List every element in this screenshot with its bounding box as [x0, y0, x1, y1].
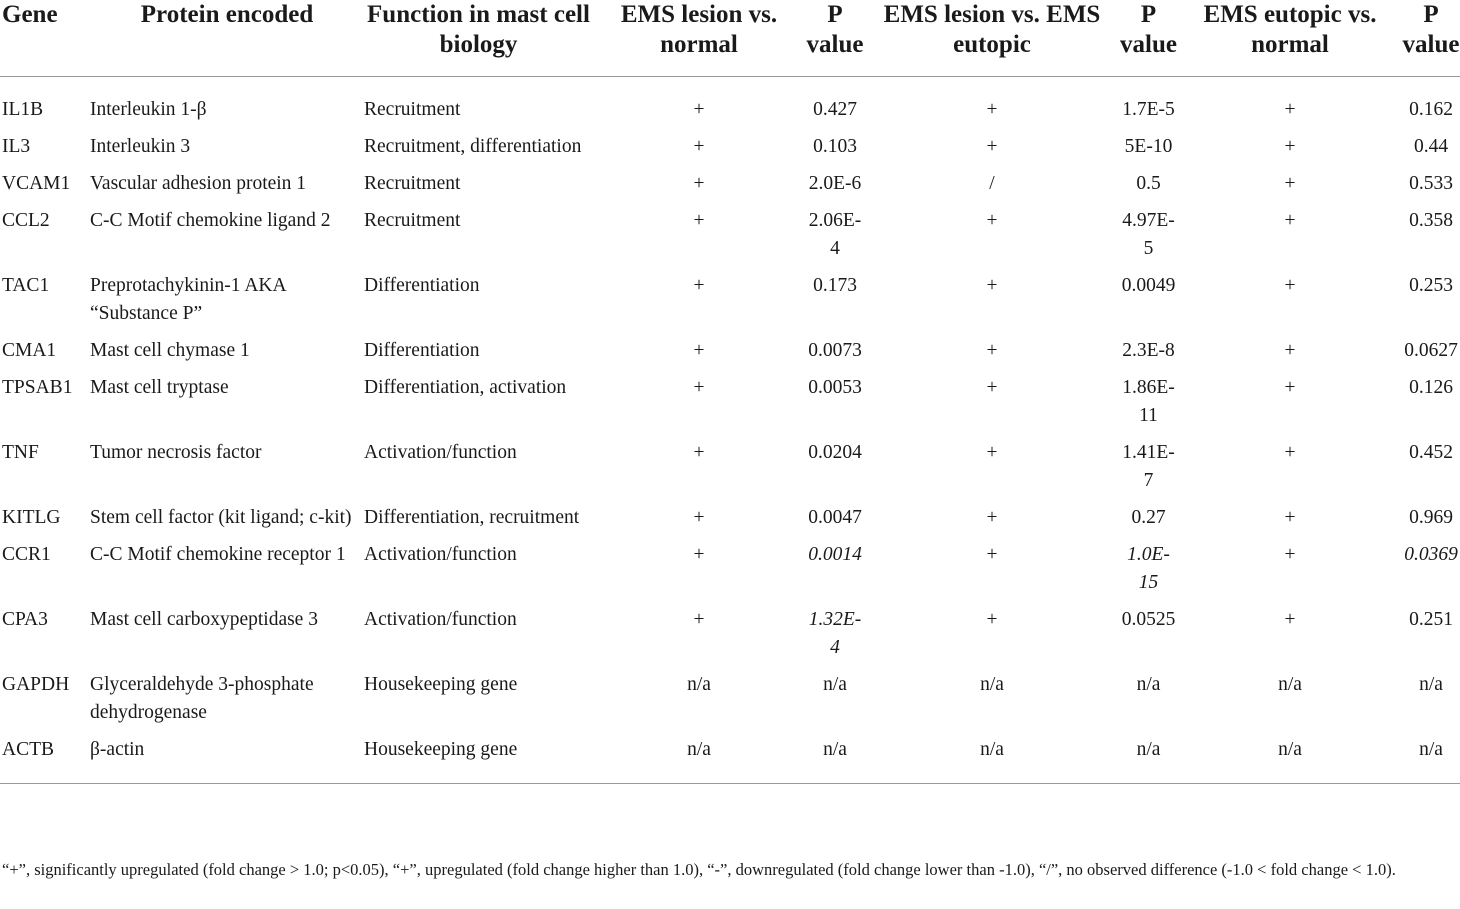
header-gene: Gene	[0, 0, 90, 77]
cell-p-value-3: 0.452	[1409, 442, 1453, 463]
cell-eutopic-vs-normal: +	[1284, 275, 1296, 296]
cell-p-value-3: 0.126	[1409, 377, 1453, 398]
cell-lesion-vs-normal: n/a	[593, 736, 805, 784]
cell-protein: Tumor necrosis factor	[90, 442, 262, 463]
cell-gene: CCR1	[2, 544, 51, 565]
cell-p-value-2: 0.5	[1136, 173, 1161, 194]
cell-p-value-3: 0.44	[1413, 136, 1449, 157]
cell-lesion-vs-eutopic: +	[986, 340, 998, 361]
table-row	[0, 439, 1460, 504]
cell-function: Recruitment	[364, 99, 461, 120]
cell-lesion-vs-normal: +	[693, 544, 705, 565]
cell-gene: CCL2	[2, 210, 50, 231]
cell-lesion-vs-eutopic: +	[986, 275, 998, 296]
cell-p-value-2: 0.27	[1131, 507, 1166, 528]
cell-protein: β-actin	[90, 736, 364, 784]
cell-p-value-3: 0.162	[1409, 99, 1453, 120]
cell-lesion-vs-eutopic: n/a	[980, 674, 1004, 695]
cell-gene: TNF	[2, 442, 39, 463]
header-lesion-vs-normal: EMS lesion vs. normal	[593, 0, 805, 77]
cell-p-value-3: n/a	[1402, 736, 1460, 784]
header-lesion-vs-eutopic: EMS lesion vs. EMS eutopic	[865, 0, 1119, 77]
cell-lesion-vs-normal: n/a	[687, 674, 711, 695]
cell-eutopic-vs-normal: n/a	[1178, 736, 1402, 784]
cell-gene: TAC1	[2, 275, 50, 296]
cell-p-value-2: n/a	[1136, 674, 1161, 695]
cell-eutopic-vs-normal: +	[1284, 210, 1296, 231]
cell-p-value-1: 0.427	[813, 99, 857, 120]
cell-lesion-vs-eutopic: /	[989, 173, 995, 194]
cell-p-value-1: 0.0073	[808, 340, 862, 361]
cell-p-value-2: 0.0525	[1121, 609, 1176, 630]
cell-function: Differentiation, recruitment	[364, 507, 580, 528]
cell-p-value-1: 0.0047	[808, 507, 862, 528]
cell-lesion-vs-eutopic: +	[986, 507, 998, 528]
cell-gene: ACTB	[0, 736, 90, 784]
cell-function: Activation/function	[364, 609, 517, 630]
cell-lesion-vs-eutopic: +	[986, 210, 998, 231]
cell-p-value-2: 1.7E-5	[1122, 99, 1175, 120]
cell-function: Recruitment	[364, 173, 461, 194]
cell-p-value-1: 0.0204	[808, 442, 862, 463]
cell-protein: C-C Motif chemokine ligand 2	[90, 210, 331, 231]
cell-p-value-2: 5E-10	[1124, 136, 1173, 157]
table-row	[0, 374, 1460, 439]
cell-p-value-3: 0.0627	[1404, 340, 1458, 361]
cell-p-value-1: 1.32E-4	[808, 609, 862, 658]
cell-lesion-vs-eutopic: +	[986, 442, 998, 463]
table-row	[0, 272, 1460, 337]
cell-function: Housekeeping gene	[364, 736, 593, 784]
cell-protein: Glyceraldehyde 3-phosphate dehydrogenase	[90, 674, 314, 723]
cell-p-value-3: 0.533	[1409, 173, 1453, 194]
cell-lesion-vs-normal: +	[693, 275, 705, 296]
header-p-value-2: P value	[1119, 0, 1178, 77]
cell-p-value-3: 0.969	[1409, 507, 1453, 528]
cell-protein: Interleukin 3	[90, 136, 191, 157]
cell-eutopic-vs-normal: +	[1284, 377, 1296, 398]
cell-p-value-2: 1.41E-7	[1122, 442, 1175, 491]
cell-lesion-vs-normal: +	[693, 507, 705, 528]
table-row	[0, 207, 1460, 272]
cell-eutopic-vs-normal: n/a	[1278, 674, 1302, 695]
cell-lesion-vs-normal: +	[693, 609, 705, 630]
cell-p-value-2: 1.0E-15	[1127, 544, 1170, 593]
cell-p-value-3: 0.251	[1409, 609, 1453, 630]
cell-lesion-vs-normal: +	[693, 136, 705, 157]
cell-lesion-vs-normal: +	[693, 173, 705, 194]
cell-function: Differentiation	[364, 340, 480, 361]
header-function: Function in mast cell biology	[364, 0, 593, 77]
cell-p-value-3: 0.253	[1409, 275, 1453, 296]
cell-gene: IL3	[2, 136, 31, 157]
cell-p-value-1: 2.0E-6	[808, 173, 862, 194]
header-row	[0, 0, 1460, 77]
header-protein: Protein encoded	[90, 0, 364, 77]
cell-protein: Preprotachykinin-1 AKA “Substance P”	[90, 275, 286, 324]
cell-p-value-2: 1.86E-11	[1122, 377, 1175, 426]
cell-gene: CMA1	[2, 340, 57, 361]
table-row	[0, 736, 1460, 784]
cell-lesion-vs-eutopic: +	[986, 377, 998, 398]
cell-eutopic-vs-normal: +	[1284, 340, 1296, 361]
cell-lesion-vs-normal: +	[693, 210, 705, 231]
cell-eutopic-vs-normal: +	[1284, 609, 1296, 630]
cell-gene: CPA3	[2, 609, 48, 630]
cell-p-value-3: n/a	[1419, 674, 1443, 695]
cell-lesion-vs-normal: +	[693, 442, 705, 463]
cell-gene: KITLG	[2, 507, 61, 528]
cell-eutopic-vs-normal: +	[1284, 173, 1296, 194]
table-footnote: “+”, significantly upregulated (fold change > 1.0; p<0.05), “+”, upregulated (fold change higher than 1.0), “-”, downregulated (fold change lower than -1.0), “/”, no observed difference (-1.0 < fold change < 1.0).	[2, 860, 1396, 879]
cell-function: Activation/function	[364, 544, 517, 565]
table-row	[0, 606, 1460, 671]
cell-lesion-vs-normal: +	[693, 377, 705, 398]
cell-gene: VCAM1	[2, 173, 71, 194]
cell-p-value-1: n/a	[823, 674, 847, 695]
cell-p-value-2: 4.97E-5	[1122, 210, 1175, 259]
cell-p-value-1: 0.0014	[808, 544, 862, 565]
cell-p-value-2: n/a	[1119, 736, 1178, 784]
table-row	[0, 133, 1460, 170]
cell-p-value-2: 0.0049	[1121, 275, 1176, 296]
cell-p-value-1: 0.0053	[808, 377, 862, 398]
table-row	[0, 337, 1460, 374]
cell-p-value-3: 0.0369	[1404, 544, 1458, 565]
cell-eutopic-vs-normal: +	[1284, 544, 1296, 565]
cell-protein: Mast cell tryptase	[90, 377, 229, 398]
table-row	[0, 170, 1460, 207]
cell-eutopic-vs-normal: +	[1284, 99, 1296, 120]
cell-lesion-vs-normal: +	[693, 99, 705, 120]
header-p-value-3: P value	[1402, 0, 1460, 77]
cell-p-value-3: 0.358	[1409, 210, 1453, 231]
cell-eutopic-vs-normal: +	[1284, 136, 1296, 157]
table-row	[0, 77, 1460, 134]
cell-protein: Stem cell factor (kit ligand; c-kit)	[90, 507, 352, 528]
cell-lesion-vs-eutopic: n/a	[865, 736, 1119, 784]
cell-lesion-vs-eutopic: +	[986, 609, 998, 630]
cell-p-value-1: 0.173	[813, 275, 857, 296]
cell-function: Activation/function	[364, 442, 517, 463]
cell-lesion-vs-eutopic: +	[986, 544, 998, 565]
cell-function: Recruitment	[364, 210, 461, 231]
cell-p-value-2: 2.3E-8	[1122, 340, 1175, 361]
cell-gene: IL1B	[2, 99, 44, 120]
cell-function: Housekeeping gene	[364, 674, 518, 695]
cell-lesion-vs-eutopic: +	[986, 136, 998, 157]
cell-gene: TPSAB1	[2, 377, 73, 398]
cell-p-value-1: 2.06E-4	[808, 210, 862, 259]
cell-protein: Mast cell chymase 1	[90, 340, 250, 361]
cell-function: Recruitment, differentiation	[364, 136, 582, 157]
cell-protein: Interleukin 1-β	[90, 99, 207, 120]
table-row	[0, 671, 1460, 736]
table-row	[0, 541, 1460, 606]
header-p-value-1: P value	[805, 0, 865, 77]
cell-gene: GAPDH	[2, 674, 70, 695]
header-eutopic-vs-normal: EMS eutopic vs. normal	[1178, 0, 1402, 77]
cell-p-value-1: 0.103	[813, 136, 857, 157]
table-row	[0, 504, 1460, 541]
cell-protein: Vascular adhesion protein 1	[90, 173, 307, 194]
cell-protein: Mast cell carboxypeptidase 3	[90, 609, 318, 630]
cell-function: Differentiation	[364, 275, 480, 296]
cell-protein: C-C Motif chemokine receptor 1	[90, 544, 346, 565]
cell-eutopic-vs-normal: +	[1284, 442, 1296, 463]
cell-p-value-1: n/a	[805, 736, 865, 784]
cell-lesion-vs-eutopic: +	[986, 99, 998, 120]
cell-function: Differentiation, activation	[364, 377, 567, 398]
cell-lesion-vs-normal: +	[693, 340, 705, 361]
cell-eutopic-vs-normal: +	[1284, 507, 1296, 528]
